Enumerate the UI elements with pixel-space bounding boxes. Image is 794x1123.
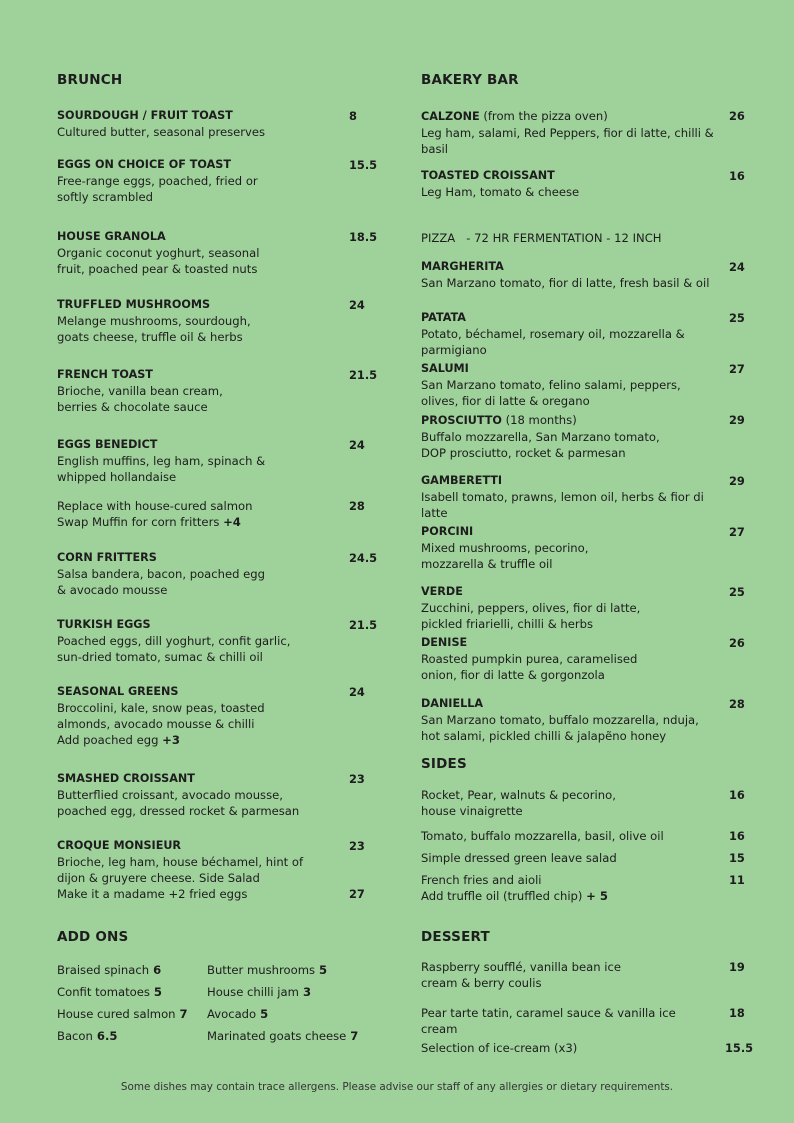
side-item: 16 Tomato, buffalo mozzarella, basil, olive oil: [421, 829, 745, 843]
sides-heading: SIDES: [421, 756, 467, 772]
pizza-heading: PIZZA - 72 HR FERMENTATION - 12 INCH: [421, 231, 662, 245]
menu-item: DENISE 26 Roasted pumpkin purea, caramelised onion, fior di latte & gorgonzola: [421, 636, 745, 682]
dessert-item: 19 Raspberry soufflé, vanilla bean ice cream & berry coulis: [421, 960, 745, 990]
menu-item: CALZONE (from the pizza oven) 26 Leg ham, salami, Red Peppers, fior di latte, chilli & basil: [421, 109, 745, 156]
dessert-item: 15.5 Selection of ice-cream (x3): [421, 1041, 754, 1055]
side-item: 11 French fries and aioli Add truffle oil (truffled chip) + 5: [421, 873, 745, 903]
menu-item: SEASONAL GREENS 24 Broccolini, kale, snow peas, toasted almonds, avocado mousse & chilli Add poached egg +3: [57, 685, 365, 747]
menu-item: EGGS ON CHOICE OF TOAST 15.5 Free-range eggs, poached, fried or softly scrambled: [57, 158, 378, 204]
menu-item: PATATA 25 Potato, béchamel, rosemary oil, mozzarella & parmigiano: [421, 311, 745, 357]
menu-item: TOASTED CROISSANT 16 Leg Ham, tomato & cheese: [421, 169, 745, 199]
menu-item: VERDE 25 Zucchini, peppers, olives, fior di latte, pickled friarielli, chilli & herbs: [421, 585, 745, 631]
menu-item: CORN FRITTERS 24.5 Salsa bandera, bacon, poached egg & avocado mousse: [57, 551, 378, 597]
menu-item: EGGS BENEDICT 24 English muffins, leg ham, spinach & whipped hollandaise: [57, 438, 365, 484]
menu-item: HOUSE GRANOLA 18.5 Organic coconut yoghurt, seasonal fruit, poached pear & toasted nuts: [57, 230, 378, 276]
menu-item: DANIELLA 28 San Marzano tomato, buffalo mozzarella, nduja, hot salami, pickled chilli & jalapẽno honey: [421, 697, 745, 743]
addon-item: Butter mushrooms 5: [207, 963, 328, 977]
dessert-item: 18 Pear tarte tatin, caramel sauce & vanilla ice cream: [421, 1006, 745, 1036]
menu-item: FRENCH TOAST 21.5 Brioche, vanilla bean cream, berries & chocolate sauce: [57, 368, 378, 414]
addon-item: Braised spinach 6: [57, 963, 162, 977]
menu-item: TRUFFLED MUSHROOMS 24 Melange mushrooms, sourdough, goats cheese, truffle oil & herbs: [57, 298, 365, 344]
side-item: 16 Rocket, Pear, walnuts & pecorino, house vinaigrette: [421, 788, 745, 818]
bakery-heading: BAKERY BAR: [421, 72, 519, 88]
dessert-heading: DESSERT: [421, 929, 490, 945]
menu-item: CROQUE MONSIEUR 23 Brioche, leg ham, house béchamel, hint of dijon & gruyere cheese. Side Salad Make it a madame +2 fried eggs 27: [57, 839, 365, 901]
addon-item: House cured salmon 7: [57, 1007, 188, 1021]
addon-item: House chilli jam 3: [207, 985, 312, 999]
menu-item: SALUMI 27 San Marzano tomato, felino salami, peppers, olives, fior di latte & oregano: [421, 362, 745, 408]
menu-item: PORCINI 27 Mixed mushrooms, pecorino, mozzarella & truffle oil: [421, 525, 745, 571]
addon-item: Avocado 5: [207, 1007, 269, 1021]
addon-item: Confit tomatoes 5: [57, 985, 162, 999]
brunch-heading: BRUNCH: [57, 72, 123, 88]
side-item: 15 Simple dressed green leave salad: [421, 851, 745, 865]
allergen-note: Some dishes may contain trace allergens. Please advise our staff of any allergies or dietary requirements.: [120, 1081, 674, 1093]
menu-item-option: 28 Replace with house-cured salmon Swap Muffin for corn fritters +4: [57, 499, 365, 529]
menu-item: PROSCIUTTO (18 months) 29 Buffalo mozzarella, San Marzano tomato, DOP prosciutto, rocket & parmesan: [421, 413, 745, 460]
addon-item: Marinated goats cheese 7: [207, 1029, 359, 1043]
addons-heading: ADD ONS: [57, 929, 129, 945]
addon-item: Bacon 6.5: [57, 1029, 118, 1043]
menu-item: GAMBERETTI 29 Isabell tomato, prawns, lemon oil, herbs & fior di latte: [421, 474, 745, 520]
menu-item: SMASHED CROISSANT 23 Butterflied croissant, avocado mousse, poached egg, dressed rocket & parmesan: [57, 772, 365, 818]
menu-item: MARGHERITA 24 San Marzano tomato, fior di latte, fresh basil & oil: [421, 260, 745, 290]
menu-item: SOURDOUGH / FRUIT TOAST 8 Cultured butter, seasonal preserves: [57, 109, 357, 139]
menu-item: TURKISH EGGS 21.5 Poached eggs, dill yoghurt, confit garlic, sun-dried tomato, sumac & chilli oil: [57, 618, 378, 664]
